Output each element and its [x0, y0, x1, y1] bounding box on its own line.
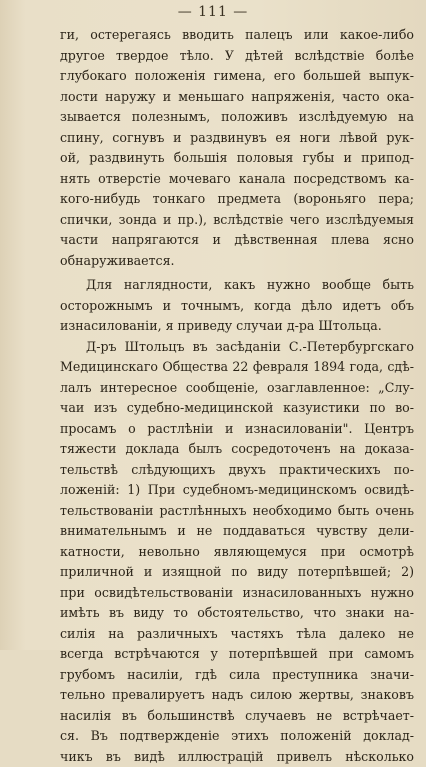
text-line: спину, согнувъ и раздвинувъ ея ноги лѣвой рук- — [60, 128, 414, 149]
text-line: обнаруживается. — [60, 251, 414, 272]
text-line: спички, зонда и пр.), вслѣдствіе чего изслѣдуемыя — [60, 210, 414, 231]
text-line: просамъ о растлѣніи и изнасилованіи". Центръ — [60, 419, 414, 440]
text-line: приличной и изящной по виду потерпѣвшей; 2) — [60, 562, 414, 583]
text-line: кого-нибудь тонкаго предмета (вороньяго пера; — [60, 189, 414, 210]
text-line: всегда встрѣчаются у потерпѣвшей при самомъ — [60, 644, 414, 665]
text-line: грубомъ насиліи, гдѣ сила преступника значи- — [60, 665, 414, 686]
text-line: ся. Въ подтвержденіе этихъ положеній доклад- — [60, 726, 414, 747]
text-line: ой, раздвинуть большія половыя губы и припод- — [60, 148, 414, 169]
text-line: осторожнымъ и точнымъ, когда дѣло идетъ объ — [60, 296, 414, 317]
text-line: ги, остерегаясь вводить палецъ или какое-либо — [60, 25, 414, 46]
text-line: имѣть въ виду то обстоятельство, что знаки на- — [60, 603, 414, 624]
text-line: при освидѣтельствованіи изнасилованныхъ нужно — [60, 583, 414, 604]
text-line: насилія въ большинствѣ случаевъ не встрѣчает- — [60, 706, 414, 727]
text-line: внимательнымъ и не поддаваться чувству дели- — [60, 521, 414, 542]
text-line: лости наружу и меньшаго напряженія, часто ока- — [60, 87, 414, 108]
text-line: изнасилованіи, я приведу случаи д-ра Штольца. — [60, 316, 414, 337]
text-line: лалъ интересное сообщеніе, озаглавленное: „Слу- — [60, 378, 414, 399]
text-line: другое твердое тѣло. У дѣтей вслѣдствіе болѣе — [60, 46, 414, 67]
text-line: нять отверстіе мочеваго канала посредствомъ ка- — [60, 169, 414, 190]
page-number: — 111 — — [0, 4, 426, 20]
text-line: Медицинскаго Общества 22 февраля 1894 года, сдѣ- — [60, 357, 414, 378]
text-line: тельствѣ слѣдующихъ двухъ практическихъ по- — [60, 460, 414, 481]
text-line: чаи изъ судебно-медицинской казуистики по во- — [60, 398, 414, 419]
text-line: тельно превалируетъ надъ силою жертвы, знаковъ — [60, 685, 414, 706]
text-line: глубокаго положенія гимена, его большей выпук- — [60, 66, 414, 87]
text-line: силія на различныхъ частяхъ тѣла далеко не — [60, 624, 414, 645]
text-line: зывается полезнымъ, положивъ изслѣдуемую на — [60, 107, 414, 128]
text-line: Д-ръ Штольцъ въ засѣданіи С.-Петербургскаго — [60, 337, 414, 358]
text-line: части напрягаются и дѣвственная плева ясно — [60, 230, 414, 251]
text-line: катности, невольно являющемуся при осмотрѣ — [60, 542, 414, 563]
text-line: тельствованіи растлѣнныхъ необходимо быть очень — [60, 501, 414, 522]
text-line: Для наглядности, какъ нужно вообще быть — [60, 275, 414, 296]
text-line: чикъ въ видѣ иллюстрацій привелъ нѣсколько — [60, 747, 414, 767]
text-line: ложеній: 1) При судебномъ-медицинскомъ освидѣ- — [60, 480, 414, 501]
text-line: тяжести доклада былъ сосредоточенъ на доказа- — [60, 439, 414, 460]
body-text — [60, 25, 414, 767]
